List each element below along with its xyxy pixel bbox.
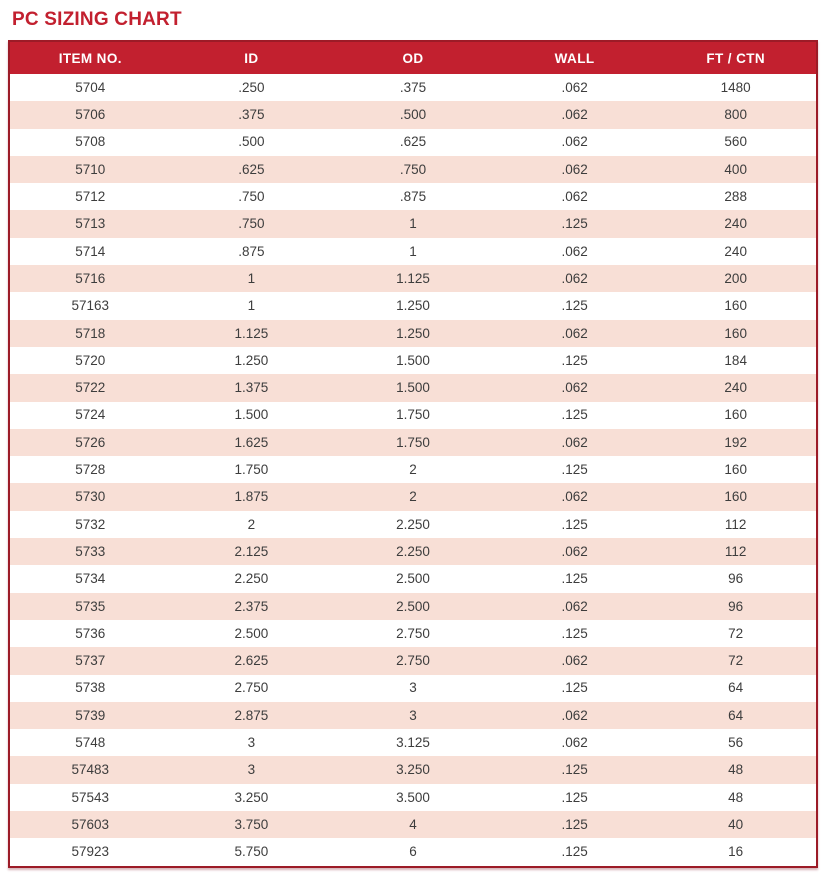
- table-cell: 56: [728, 735, 744, 751]
- table-cell: 96: [728, 571, 744, 587]
- table-cell: 57163: [71, 298, 110, 314]
- table-row: [9, 210, 817, 237]
- table-cell: .062: [561, 325, 588, 341]
- table-cell: 5724: [75, 407, 106, 423]
- table-head: [9, 41, 817, 74]
- table-cell: .750: [238, 216, 265, 232]
- table-cell: 96: [728, 598, 744, 614]
- table-cell: 5716: [75, 270, 106, 286]
- table-cell: 3.750: [234, 816, 269, 832]
- table-cell: 1.500: [396, 380, 430, 396]
- table-cell: .062: [561, 161, 588, 177]
- table-cell: 5714: [75, 243, 106, 259]
- table-cell: 800: [724, 107, 747, 123]
- table-cell: 2.500: [234, 625, 269, 641]
- table-row: [9, 483, 817, 510]
- table-row: [9, 756, 817, 783]
- table-cell: .062: [561, 189, 588, 205]
- table-cell: 560: [724, 134, 747, 150]
- table-cell: 1.750: [396, 434, 430, 450]
- table-cell: 2.875: [234, 707, 269, 723]
- table-row: [9, 702, 817, 729]
- table-cell: .062: [561, 107, 588, 123]
- table-cell: 5.750: [234, 844, 269, 860]
- table-cell: 1.250: [396, 325, 430, 341]
- table-cell: .125: [561, 571, 588, 587]
- table-cell: 5704: [75, 79, 106, 95]
- table-cell: 3.500: [396, 789, 430, 805]
- table-cell: .125: [561, 298, 588, 314]
- table-cell: 57603: [71, 816, 110, 832]
- table-cell: 1.625: [234, 434, 269, 450]
- table-row: [9, 729, 817, 756]
- table-cell: 1.750: [396, 407, 430, 423]
- table-cell: 2.500: [396, 571, 430, 587]
- table-cell: 2.750: [396, 653, 430, 669]
- table-row: [9, 647, 817, 674]
- table-cell: .062: [561, 134, 588, 150]
- table-cell: 5712: [75, 189, 106, 205]
- table-cell: 64: [728, 680, 744, 696]
- table-cell: 3.250: [234, 789, 269, 805]
- table-cell: 3.125: [396, 735, 430, 751]
- table-cell: 1: [247, 298, 256, 314]
- table-cell: 1.250: [396, 298, 430, 314]
- table-row: [9, 374, 817, 401]
- table-cell: 2.750: [396, 625, 430, 641]
- table-row: [9, 456, 817, 483]
- table-cell: .250: [238, 79, 265, 95]
- table-cell: 5736: [75, 625, 106, 641]
- table-cell: 2.125: [234, 543, 269, 559]
- table-cell: .125: [561, 789, 588, 805]
- table-cell: 1.500: [396, 352, 430, 368]
- table-row: [9, 238, 817, 265]
- table-row: [9, 784, 817, 811]
- table-cell: .500: [399, 107, 427, 123]
- table-cell: 240: [724, 216, 747, 232]
- table-cell: 5726: [75, 434, 106, 450]
- table-cell: 5708: [75, 134, 106, 150]
- table-cell: 200: [724, 270, 747, 286]
- table-cell: 5710: [75, 161, 106, 177]
- table-cell: 5735: [75, 598, 106, 614]
- table-cell: 160: [724, 489, 747, 505]
- table-cell: 184: [724, 352, 747, 368]
- table-cell: 112: [724, 543, 747, 559]
- table-row: [9, 101, 817, 128]
- table-body: [9, 74, 817, 867]
- table-row: [9, 620, 817, 647]
- table-cell: 1.125: [234, 325, 269, 341]
- table-cell: 5732: [75, 516, 106, 532]
- table-cell: .750: [238, 189, 265, 205]
- table-cell: .375: [238, 107, 265, 123]
- table-cell: .750: [399, 161, 427, 177]
- table-cell: 1.875: [234, 489, 269, 505]
- table-row: [9, 347, 817, 374]
- table-row: [9, 511, 817, 538]
- table-cell: 3: [409, 680, 417, 696]
- table-cell: .875: [238, 243, 265, 259]
- table-cell: 2: [247, 516, 256, 532]
- table-cell: 5706: [75, 107, 106, 123]
- table-cell: 5737: [75, 653, 106, 669]
- table-row: [9, 538, 817, 565]
- table-cell: 3: [247, 762, 256, 778]
- table-cell: .125: [561, 680, 588, 696]
- table-row: [9, 129, 817, 156]
- table-row: [9, 565, 817, 592]
- column-header: WALL: [494, 41, 656, 74]
- table-cell: 160: [724, 407, 747, 423]
- table-cell: 3: [409, 707, 417, 723]
- table-cell: 2.750: [234, 680, 269, 696]
- table-cell: .125: [561, 816, 588, 832]
- table-cell: .125: [561, 625, 588, 641]
- table-row: [9, 593, 817, 620]
- column-header: OD: [332, 41, 494, 74]
- table-cell: 288: [724, 189, 747, 205]
- table-row: [9, 811, 817, 838]
- page-title: PC SIZING CHART: [12, 9, 182, 30]
- table-cell: 1480: [720, 79, 751, 95]
- table-cell: .125: [561, 407, 588, 423]
- table-row: [9, 402, 817, 429]
- table-cell: .062: [561, 79, 588, 95]
- table-cell: 1: [247, 270, 256, 286]
- table-cell: 192: [724, 434, 747, 450]
- table-cell: 6: [409, 844, 417, 860]
- table-cell: 160: [724, 325, 747, 341]
- table-cell: 2: [409, 489, 417, 505]
- table-row: [9, 183, 817, 210]
- table-row: [9, 675, 817, 702]
- table-cell: 40: [728, 816, 744, 832]
- table-cell: .062: [561, 707, 588, 723]
- table-cell: .062: [561, 270, 588, 286]
- table-cell: 5734: [75, 571, 106, 587]
- column-header: ITEM NO.: [9, 41, 171, 74]
- table-cell: .500: [238, 134, 265, 150]
- table-cell: 1.125: [396, 270, 430, 286]
- table-cell: .062: [561, 653, 588, 669]
- table-cell: 400: [724, 161, 747, 177]
- table-cell: 72: [728, 625, 744, 641]
- table-cell: 1.250: [234, 352, 269, 368]
- pc-sizing-table: [8, 40, 818, 868]
- table-cell: 64: [728, 707, 744, 723]
- table-cell: .062: [561, 243, 588, 259]
- table-cell: 2.625: [234, 653, 269, 669]
- table-cell: 2.250: [234, 571, 269, 587]
- table-cell: 112: [724, 516, 747, 532]
- table-cell: 5728: [75, 462, 106, 478]
- table-cell: .125: [561, 352, 588, 368]
- table-cell: 57543: [71, 789, 110, 805]
- table-cell: 5722: [75, 380, 106, 396]
- table-header-row: [9, 41, 817, 74]
- table-row: [9, 265, 817, 292]
- table-cell: 5739: [75, 707, 106, 723]
- column-header: ID: [171, 41, 333, 74]
- table-cell: .062: [561, 489, 588, 505]
- table-cell: .125: [561, 844, 588, 860]
- table-cell: .125: [561, 762, 588, 778]
- table-cell: 1: [409, 243, 417, 259]
- table-cell: 5733: [75, 543, 106, 559]
- table-cell: 57483: [71, 762, 110, 778]
- table-cell: 57923: [71, 844, 110, 860]
- table-cell: 3.250: [396, 762, 430, 778]
- table-cell: 16: [728, 844, 744, 860]
- table-cell: 72: [728, 653, 744, 669]
- table-cell: 5730: [75, 489, 106, 505]
- table-cell: .062: [561, 380, 588, 396]
- table-cell: 2.375: [234, 598, 269, 614]
- table-cell: 48: [728, 762, 744, 778]
- table-cell: 1: [409, 216, 417, 232]
- table-cell: .062: [561, 598, 588, 614]
- table-cell: .375: [399, 79, 427, 95]
- table-row: [9, 320, 817, 347]
- table-cell: 2: [409, 462, 417, 478]
- table-cell: 2.250: [396, 516, 430, 532]
- column-header: FT / CTN: [655, 41, 817, 74]
- table-cell: 2.250: [396, 543, 430, 559]
- table-cell: .125: [561, 516, 588, 532]
- table-cell: .875: [399, 189, 427, 205]
- table-cell: 5713: [75, 216, 106, 232]
- table-cell: 240: [724, 243, 747, 259]
- table-cell: 160: [724, 298, 747, 314]
- table-cell: 4: [409, 816, 417, 832]
- table-cell: 5748: [75, 735, 106, 751]
- table-cell: .062: [561, 543, 588, 559]
- table-row: [9, 292, 817, 319]
- table-cell: 2.500: [396, 598, 430, 614]
- table-row: [9, 429, 817, 456]
- table-cell: .062: [561, 735, 588, 751]
- table-cell: .625: [238, 161, 265, 177]
- table-cell: 240: [724, 380, 747, 396]
- table-cell: .625: [399, 134, 427, 150]
- table-cell: 1.750: [234, 462, 269, 478]
- table-cell: 1.500: [234, 407, 269, 423]
- table-cell: 1.375: [234, 380, 269, 396]
- table-cell: 5720: [75, 352, 106, 368]
- table-row: [9, 838, 817, 866]
- table-cell: 5738: [75, 680, 106, 696]
- table-cell: .062: [561, 434, 588, 450]
- table-cell: .125: [561, 462, 588, 478]
- table-cell: 160: [724, 462, 747, 478]
- table-cell: .125: [561, 216, 588, 232]
- table-cell: 5718: [75, 325, 106, 341]
- table-cell: 3: [247, 735, 256, 751]
- table-row: [9, 156, 817, 183]
- table-cell: 48: [728, 789, 744, 805]
- table-row: [9, 74, 817, 101]
